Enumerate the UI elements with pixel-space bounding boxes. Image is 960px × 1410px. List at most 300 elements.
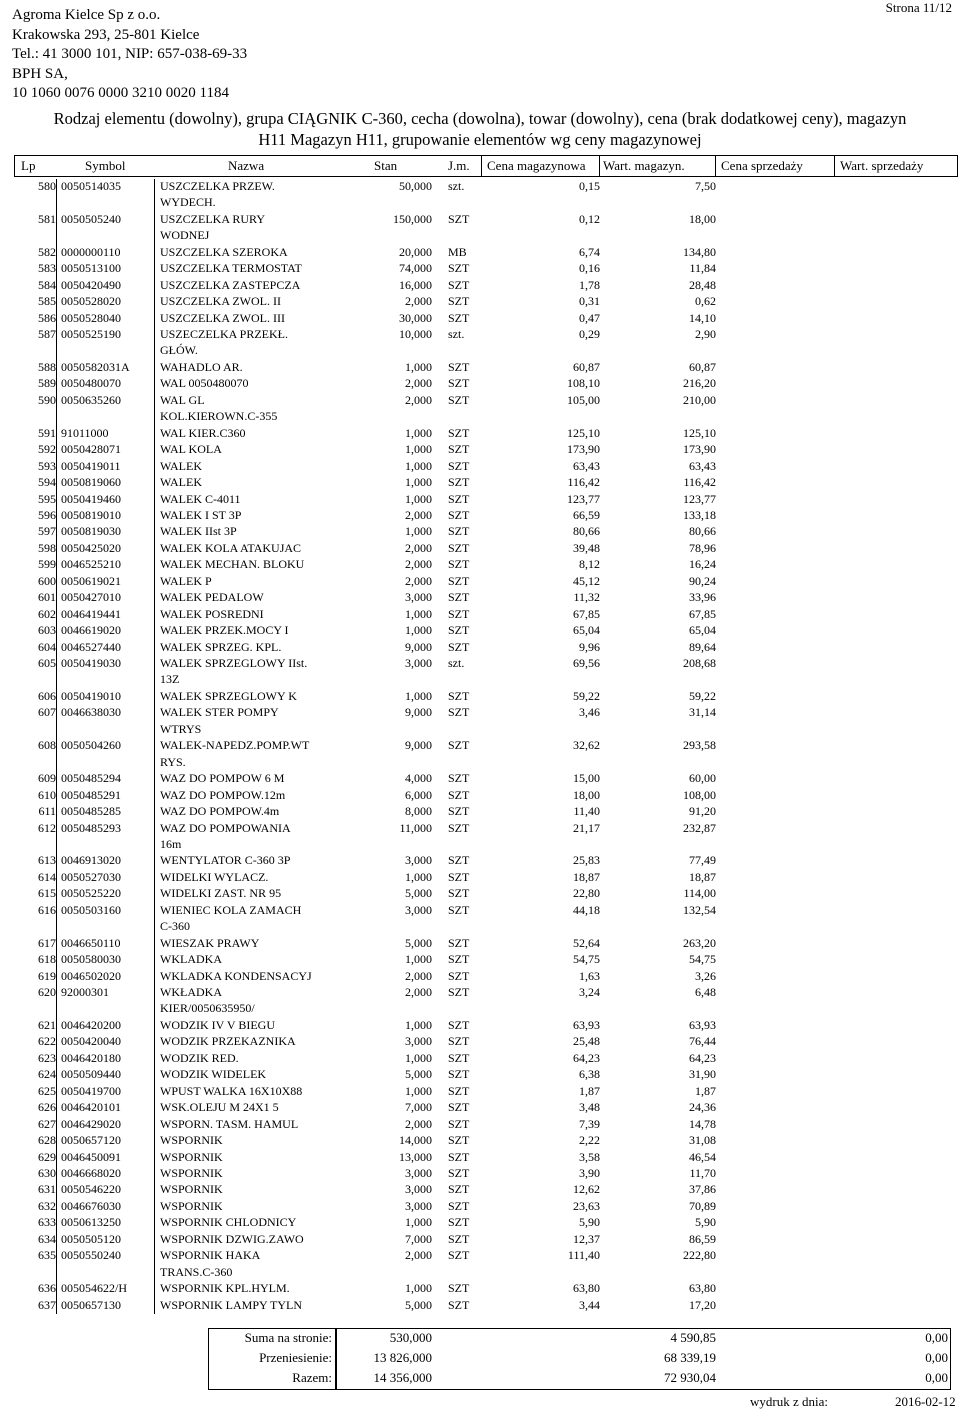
cell-sym: 0050419011: [61, 458, 121, 473]
cell-wm: 59,22: [689, 688, 716, 703]
row-divider: [56, 590, 57, 606]
row-divider: [154, 393, 155, 426]
row-divider: [154, 245, 155, 261]
cell-sym: 005054622/H: [61, 1281, 127, 1296]
cell-stan: 30,000: [399, 310, 432, 325]
cell-sym: 0050513100: [61, 261, 121, 276]
row-divider: [56, 804, 57, 820]
column-header-row: [0, 155, 960, 177]
cell-stan: 1,000: [405, 869, 432, 884]
cell-jm: SZT: [448, 491, 470, 506]
table-row: [0, 311, 960, 327]
table-row: [0, 886, 960, 902]
header-top-rule: [14, 155, 958, 156]
table-row: [0, 590, 960, 606]
cell-jm: SZT: [448, 952, 470, 967]
cell-lp: 603: [38, 623, 56, 638]
cell-naz: WSPORNIK: [160, 1198, 223, 1213]
cell-cm: 1,87: [579, 1083, 600, 1098]
cell-wm: 63,43: [689, 458, 716, 473]
row-divider: [56, 623, 57, 639]
cell-lp: 607: [38, 705, 56, 720]
cell-wm: 18,00: [689, 211, 716, 226]
row-divider: [154, 1199, 155, 1215]
cell-naz2: RYS.: [160, 754, 186, 769]
cell-jm: SZT: [448, 623, 470, 638]
cell-wm: 208,68: [683, 656, 716, 671]
cell-wm: 222,80: [683, 1248, 716, 1263]
cell-wm: 133,18: [683, 508, 716, 522]
row-divider: [56, 508, 57, 524]
cell-sym: 0050420490: [61, 277, 121, 292]
cell-wm: 123,77: [683, 491, 716, 506]
cell-cm: 80,66: [573, 524, 600, 539]
cell-cm: 3,46: [579, 705, 600, 720]
cell-sym: 0050505240: [61, 211, 121, 226]
header-divider: [834, 155, 835, 177]
cell-cm: 15,00: [573, 771, 600, 786]
cell-wm: 54,75: [689, 952, 716, 967]
row-divider: [56, 261, 57, 277]
cell-naz: WSPORNIK CHLODNICY: [160, 1215, 297, 1230]
cell-sym: 0050428071: [61, 442, 121, 457]
cell-wm: 11,70: [689, 1166, 716, 1180]
cell-cm: 65,04: [573, 623, 600, 638]
cell-stan: 1,000: [405, 475, 432, 490]
cell-sym: 92000301: [61, 985, 109, 1000]
row-divider: [56, 1166, 57, 1182]
cell-wm: 263,20: [683, 935, 716, 950]
row-divider: [56, 1232, 57, 1248]
company-name: Agroma Kielce Sp z o.o.: [12, 7, 161, 23]
table-row: [0, 640, 960, 656]
table-row: [0, 278, 960, 294]
cell-stan: 6,000: [405, 787, 432, 802]
cell-lp: 593: [38, 458, 56, 473]
cell-sym: 0050546220: [61, 1182, 121, 1197]
cell-naz: WALEK: [160, 458, 202, 473]
cell-sym: 0050504260: [61, 738, 121, 753]
table-row: [0, 1232, 960, 1248]
row-divider: [56, 738, 57, 771]
row-divider: [154, 705, 155, 738]
cell-lp: 635: [38, 1248, 56, 1263]
cell-jm: SZT: [448, 261, 470, 276]
cell-cm: 11,40: [573, 804, 600, 819]
cell-lp: 596: [38, 508, 56, 522]
cell-lp: 636: [38, 1281, 56, 1296]
cell-jm: SZT: [448, 294, 470, 309]
cell-sym: 0000000110: [61, 244, 121, 259]
cell-wm: 114,00: [683, 886, 716, 901]
row-divider: [56, 426, 57, 442]
cell-wm: 210,00: [683, 392, 716, 407]
cell-wm: 18,87: [689, 869, 716, 884]
company-account: 10 1060 0076 0000 3210 0020 1184: [12, 85, 229, 101]
cell-stan: 11,000: [399, 820, 432, 835]
cell-jm: SZT: [448, 902, 470, 917]
cell-naz: WAZ DO POMPOW.12m: [160, 787, 286, 802]
cell-sym: 0050635260: [61, 392, 121, 407]
cell-sym: 0050550240: [61, 1248, 121, 1263]
row-divider: [56, 656, 57, 689]
cell-stan: 1,000: [405, 1083, 432, 1098]
cell-sym: 0046420200: [61, 1017, 121, 1032]
table-row: [0, 788, 960, 804]
cell-sym: 0050420040: [61, 1034, 121, 1049]
cell-jm: SZT: [448, 688, 470, 703]
cell-stan: 4,000: [405, 771, 432, 786]
cell-stan: 5,000: [405, 1067, 432, 1082]
cell-cm: 8,12: [579, 557, 600, 572]
cell-lp: 597: [38, 524, 56, 539]
row-divider: [56, 952, 57, 968]
cell-stan: 20,000: [399, 244, 432, 259]
row-divider: [154, 853, 155, 869]
cell-jm: SZT: [448, 886, 470, 901]
row-divider: [154, 541, 155, 557]
cell-naz: WALEK C-4011: [160, 491, 241, 506]
row-divider: [56, 524, 57, 540]
summary-wart-sprzedazy: 0,00: [925, 1350, 948, 1365]
cell-jm: SZT: [448, 738, 470, 753]
cell-stan: 1,000: [405, 1281, 432, 1296]
cell-cm: 0,29: [579, 327, 600, 342]
cell-sym: 0046450091: [61, 1149, 121, 1164]
cell-naz: WIESZAK PRAWY: [160, 935, 260, 950]
cell-stan: 10,000: [399, 327, 432, 342]
cell-wm: 67,85: [689, 606, 716, 621]
cell-sym: 0050525190: [61, 327, 121, 342]
row-divider: [56, 1133, 57, 1149]
cell-sym: 0050485291: [61, 787, 121, 802]
row-divider: [154, 492, 155, 508]
cell-stan: 5,000: [405, 935, 432, 950]
cell-wm: 1,87: [695, 1083, 716, 1098]
table-row: [0, 574, 960, 590]
row-divider: [56, 985, 57, 1018]
cell-jm: SZT: [448, 1050, 470, 1065]
cell-stan: 14,000: [399, 1133, 432, 1148]
row-divider: [56, 1215, 57, 1231]
printed-date: 2016-02-12: [895, 1394, 956, 1409]
row-divider: [56, 771, 57, 787]
cell-lp: 616: [38, 902, 56, 917]
cell-sym: 0046527440: [61, 639, 121, 654]
cell-naz: WSPORNIK: [160, 1133, 223, 1148]
cell-naz2: WTRYS: [160, 721, 202, 736]
report-title-line2: H11 Magazyn H11, grupowanie elementów wg ceny magazynowej: [258, 130, 702, 149]
row-divider: [154, 311, 155, 327]
cell-stan: 1,000: [405, 425, 432, 440]
cell-sym: 0050819010: [61, 508, 121, 522]
summary-wart-magazyn: 72 930,04: [664, 1370, 716, 1385]
cell-cm: 3,58: [579, 1149, 600, 1164]
cell-wm: 37,86: [689, 1182, 716, 1197]
cell-lp: 627: [38, 1116, 56, 1131]
row-divider: [56, 705, 57, 738]
cell-stan: 2,000: [405, 1248, 432, 1263]
row-divider: [56, 1248, 57, 1281]
row-divider: [56, 1281, 57, 1297]
table-row: [0, 1067, 960, 1083]
col-jm: J.m.: [448, 158, 470, 173]
cell-wm: 5,90: [695, 1215, 716, 1230]
cell-jm: SZT: [448, 968, 470, 983]
table-row: [0, 1084, 960, 1100]
cell-jm: SZT: [448, 590, 470, 605]
cell-sym: 0046650110: [61, 935, 121, 950]
table-row: [0, 459, 960, 475]
cell-lp: 624: [38, 1067, 56, 1082]
cell-naz: USZCZELKA TERMOSTAT: [160, 261, 302, 276]
cell-jm: SZT: [448, 705, 470, 720]
table-row: [0, 508, 960, 524]
table-row: [0, 705, 960, 738]
cell-naz2: GŁÓW.: [160, 343, 198, 358]
cell-jm: SZT: [448, 1281, 470, 1296]
row-divider: [56, 459, 57, 475]
cell-cm: 125,10: [567, 425, 600, 440]
cell-sym: 0050580030: [61, 952, 121, 967]
cell-jm: SZT: [448, 508, 470, 522]
cell-lp: 609: [38, 771, 56, 786]
table-row: [0, 853, 960, 869]
cell-stan: 1,000: [405, 359, 432, 374]
cell-sym: 0050480070: [61, 376, 121, 391]
cell-wm: 6,48: [695, 985, 716, 1000]
cell-sym: 0050619021: [61, 573, 121, 588]
table-row: [0, 524, 960, 540]
cell-cm: 66,59: [573, 508, 600, 522]
row-divider: [56, 311, 57, 327]
summary-stan: 14 356,000: [373, 1370, 432, 1385]
cell-cm: 0,15: [579, 179, 600, 193]
cell-jm: SZT: [448, 1166, 470, 1180]
cell-lp: 581: [38, 211, 56, 226]
row-divider: [154, 1298, 155, 1314]
cell-stan: 2,000: [405, 1116, 432, 1131]
row-divider: [154, 821, 155, 854]
cell-stan: 1,000: [405, 524, 432, 539]
cell-jm: SZT: [448, 804, 470, 819]
summary-wart-magazyn: 4 590,85: [670, 1330, 716, 1345]
table-row: [0, 442, 960, 458]
row-divider: [154, 1248, 155, 1281]
col-stan: Stan: [374, 158, 398, 173]
cell-stan: 5,000: [405, 1297, 432, 1312]
cell-cm: 59,22: [573, 688, 600, 703]
cell-lp: 619: [38, 968, 56, 983]
cell-sym: 0050509440: [61, 1067, 121, 1082]
cell-wm: 33,96: [689, 590, 716, 605]
cell-lp: 623: [38, 1050, 56, 1065]
row-divider: [56, 212, 57, 245]
cell-sym: 0050419030: [61, 656, 121, 671]
cell-stan: 2,000: [405, 985, 432, 1000]
cell-jm: SZT: [448, 1182, 470, 1197]
cell-wm: 80,66: [689, 524, 716, 539]
cell-stan: 3,000: [405, 902, 432, 917]
row-divider: [56, 1084, 57, 1100]
row-divider: [154, 179, 155, 212]
row-divider: [56, 245, 57, 261]
cell-stan: 50,000: [399, 179, 432, 193]
cell-stan: 1,000: [405, 1017, 432, 1032]
cell-wm: 70,89: [689, 1198, 716, 1213]
header-divider: [599, 155, 600, 177]
cell-jm: SZT: [448, 376, 470, 391]
cell-jm: SZT: [448, 1116, 470, 1131]
printed-label: wydruk z dnia:: [750, 1394, 828, 1409]
cell-wm: 90,24: [689, 573, 716, 588]
cell-jm: SZT: [448, 820, 470, 835]
cell-cm: 3,48: [579, 1100, 600, 1115]
cell-naz: WALEK: [160, 475, 202, 490]
company-bank: BPH SA,: [12, 65, 68, 82]
cell-jm: SZT: [448, 787, 470, 802]
cell-stan: 1,000: [405, 606, 432, 621]
table-row: [0, 376, 960, 392]
cell-naz: USZCZELKA PRZEW.: [160, 179, 275, 193]
table-row: [0, 1298, 960, 1314]
cell-naz: WAL KIER.C360: [160, 425, 246, 440]
row-divider: [154, 1034, 155, 1050]
row-divider: [154, 590, 155, 606]
row-divider: [154, 1018, 155, 1034]
report-title-line1: Rodzaj elementu (dowolny), grupa CIĄGNIK C-360, cecha (dowolna), towar (dowolny), cena (brak dodatkowej ceny), magazyn: [53, 109, 907, 128]
cell-stan: 2,000: [405, 968, 432, 983]
cell-naz: WODZIK IV V BIEGU: [160, 1017, 275, 1032]
row-divider: [56, 294, 57, 310]
cell-jm: MB: [448, 244, 467, 259]
row-divider: [154, 886, 155, 902]
table-row: [0, 821, 960, 854]
row-divider: [154, 870, 155, 886]
cell-naz: WAZ DO POMPOW.4m: [160, 804, 280, 819]
cell-wm: 60,00: [689, 771, 716, 786]
row-divider: [154, 656, 155, 689]
cell-naz: WALEK P: [160, 573, 212, 588]
cell-naz: WALEK SPRZEGLOWY K: [160, 688, 297, 703]
table-row: [0, 360, 960, 376]
table-row: [0, 1248, 960, 1281]
summary-wart-magazyn: 68 339,19: [664, 1350, 716, 1365]
cell-naz: WIDELKI WYLACZ.: [160, 869, 269, 884]
row-divider: [154, 952, 155, 968]
cell-stan: 2,000: [405, 557, 432, 572]
row-divider: [56, 327, 57, 360]
table-row: [0, 738, 960, 771]
cell-wm: 65,04: [689, 623, 716, 638]
cell-wm: 14,78: [689, 1116, 716, 1131]
row-divider: [56, 640, 57, 656]
row-divider: [154, 1281, 155, 1297]
cell-naz: WSPORNIK DZWIG.ZAWO: [160, 1231, 304, 1246]
cell-stan: 13,000: [399, 1149, 432, 1164]
cell-cm: 69,56: [573, 656, 600, 671]
cell-lp: 601: [38, 590, 56, 605]
cell-naz: USZCZELKA SZEROKA: [160, 244, 288, 259]
table-row: [0, 936, 960, 952]
cell-wm: 86,59: [689, 1231, 716, 1246]
cell-cm: 25,83: [573, 853, 600, 868]
cell-lp: 625: [38, 1083, 56, 1098]
row-divider: [56, 788, 57, 804]
row-divider: [154, 903, 155, 936]
cell-jm: SZT: [448, 458, 470, 473]
cell-jm: SZT: [448, 1198, 470, 1213]
row-divider: [56, 442, 57, 458]
table-row: [0, 1150, 960, 1166]
cell-cm: 44,18: [573, 902, 600, 917]
cell-sym: 0050485294: [61, 771, 121, 786]
table-row: [0, 393, 960, 426]
table-row: [0, 1199, 960, 1215]
row-divider: [154, 294, 155, 310]
table-row: [0, 623, 960, 639]
cell-wm: 7,50: [695, 179, 716, 193]
cell-cm: 11,32: [573, 590, 600, 605]
cell-lp: 592: [38, 442, 56, 457]
table-row: [0, 179, 960, 212]
row-divider: [154, 1232, 155, 1248]
cell-lp: 604: [38, 639, 56, 654]
row-divider: [154, 557, 155, 573]
row-divider: [154, 508, 155, 524]
cell-lp: 595: [38, 491, 56, 506]
cell-wm: 60,87: [689, 359, 716, 374]
cell-cm: 64,23: [573, 1050, 600, 1065]
table-row: [0, 1281, 960, 1297]
cell-naz: WALEK KOLA ATAKUJAC: [160, 540, 302, 555]
cell-naz: WALEK IIst 3P: [160, 524, 237, 539]
summary-wart-sprzedazy: 0,00: [925, 1370, 948, 1385]
cell-wm: 16,24: [689, 557, 716, 572]
cell-jm: SZT: [448, 392, 470, 407]
cell-stan: 2,000: [405, 540, 432, 555]
row-divider: [154, 738, 155, 771]
cell-naz: USZCZELKA ZWOL. III: [160, 310, 285, 325]
cell-stan: 3,000: [405, 853, 432, 868]
cell-lp: 606: [38, 688, 56, 703]
col-symbol: Symbol: [85, 158, 126, 173]
row-divider: [56, 1150, 57, 1166]
cell-stan: 1,000: [405, 491, 432, 506]
cell-stan: 3,000: [405, 1198, 432, 1213]
cell-sym: 0050528020: [61, 294, 121, 309]
cell-stan: 9,000: [405, 705, 432, 720]
cell-naz: WODZIK RED.: [160, 1050, 239, 1065]
row-divider: [154, 1117, 155, 1133]
cell-naz: USZCZELKA RURY: [160, 211, 266, 226]
cell-sym: 0046676030: [61, 1198, 121, 1213]
cell-cm: 12,37: [573, 1231, 600, 1246]
cell-naz: WIDELKI ZAST. NR 95: [160, 886, 282, 901]
cell-stan: 5,000: [405, 886, 432, 901]
cell-jm: SZT: [448, 211, 470, 226]
cell-naz2: WODNEJ: [160, 228, 210, 243]
cell-naz: WALEK PRZEK.MOCY I: [160, 623, 289, 638]
cell-naz: WODZIK WIDELEK: [160, 1067, 267, 1082]
cell-naz: WSPORN. TASM. HAMUL: [160, 1116, 299, 1131]
cell-wm: 17,20: [689, 1297, 716, 1312]
row-divider: [154, 936, 155, 952]
row-divider: [154, 1133, 155, 1149]
cell-cm: 108,10: [567, 376, 600, 391]
row-divider: [56, 1182, 57, 1198]
table-row: [0, 475, 960, 491]
